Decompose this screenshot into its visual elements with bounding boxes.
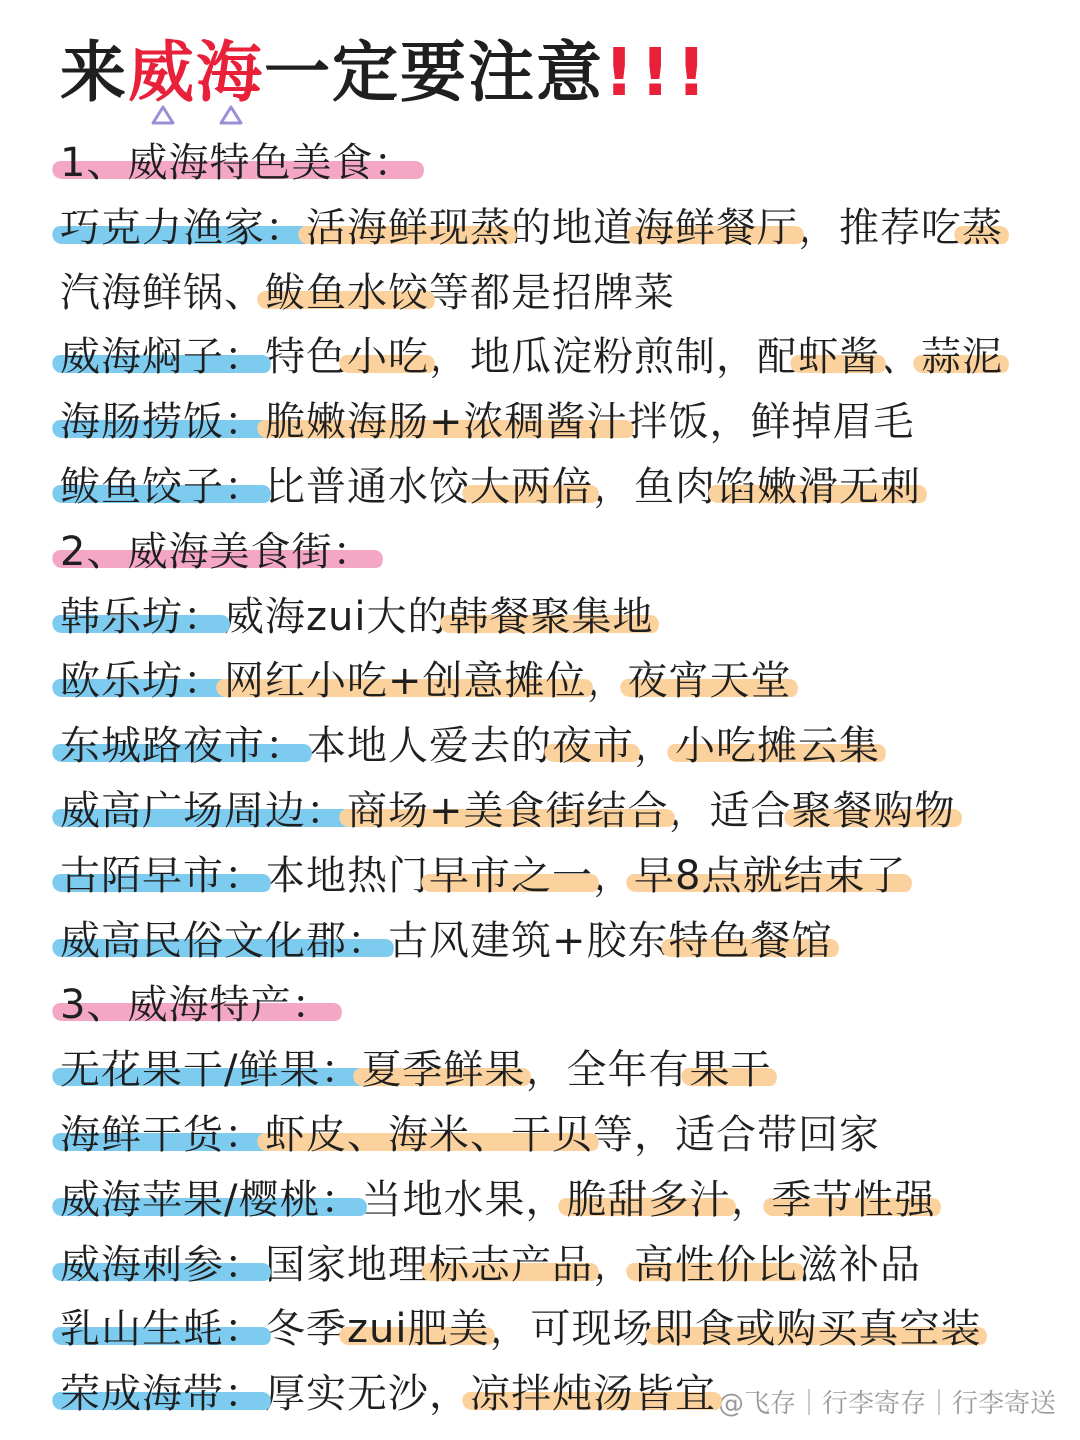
item-text: 本地人爱去的 bbox=[306, 723, 552, 769]
list-item bbox=[60, 1169, 935, 1231]
item-label: 韩乐坊： bbox=[60, 594, 224, 640]
highlighted-text: 蒸 bbox=[962, 205, 1003, 251]
item-text: ，推荐吃 bbox=[798, 205, 962, 251]
item-text: 、 bbox=[880, 334, 921, 380]
item-text: ，地瓜淀粉煎制，配 bbox=[429, 334, 798, 380]
list-item bbox=[60, 586, 653, 648]
highlighted-text: 脆甜多汁 bbox=[566, 1177, 731, 1223]
item-text: ， bbox=[586, 658, 628, 704]
list-item bbox=[60, 715, 880, 777]
item-label: 威高民俗文化郡： bbox=[60, 918, 388, 964]
highlighted-text: 蒜泥 bbox=[921, 334, 1003, 380]
item-text: ， bbox=[730, 1177, 772, 1223]
item-text: 古风建筑+胶东 bbox=[388, 918, 669, 964]
item-label: 鲅鱼饺子： bbox=[60, 464, 265, 510]
highlighted-text: 即食或购买真空装 bbox=[653, 1306, 982, 1352]
item-label: 威海焖子： bbox=[60, 334, 265, 380]
list-item bbox=[60, 326, 1003, 388]
highlighted-text: 聚餐购物 bbox=[791, 788, 956, 834]
highlighted-text: 大两倍 bbox=[470, 464, 593, 510]
highlighted-text: 早市之一 bbox=[429, 853, 593, 899]
list-item bbox=[60, 910, 833, 972]
item-label: 欧乐坊： bbox=[60, 658, 224, 704]
item-label: 荣成海带： bbox=[60, 1371, 265, 1417]
item-text: ， bbox=[634, 723, 675, 769]
highlighted-text: 商场+美食街结合 bbox=[347, 788, 669, 834]
item-label: 海鲜干货： bbox=[60, 1112, 265, 1158]
highlighted-text: 果干 bbox=[689, 1047, 772, 1093]
list-item bbox=[60, 391, 915, 453]
item-text: 特色 bbox=[265, 334, 347, 380]
section-heading-text: 1、威海特色美食： bbox=[60, 140, 415, 186]
item-label: 乳山生蚝： bbox=[60, 1306, 265, 1352]
highlighted-text: 脆嫩海肠+浓稠酱汁 bbox=[265, 399, 628, 445]
item-label: 东城路夜市： bbox=[60, 723, 306, 769]
item-text: 厚实无沙 bbox=[265, 1371, 429, 1417]
highlighted-text: 小吃摊云集 bbox=[675, 723, 880, 769]
item-text: 威海zui大的 bbox=[224, 594, 449, 640]
triangle-deco-icon bbox=[150, 104, 176, 126]
highlighted-text: 凉拌炖汤皆宜 bbox=[470, 1371, 716, 1417]
item-text: ， bbox=[593, 853, 634, 899]
section-heading-text: 3、威海特产： bbox=[60, 982, 333, 1028]
item-label: 威海苹果/樱桃： bbox=[60, 1177, 362, 1223]
triangle-deco-icon bbox=[218, 104, 244, 126]
section-heading-text: 2、威海美食街： bbox=[60, 529, 374, 575]
highlighted-text: 季节性强 bbox=[771, 1177, 936, 1223]
highlighted-text: 小吃 bbox=[347, 334, 429, 380]
highlighted-text: 虾酱 bbox=[798, 334, 880, 380]
title-exclaim: !!! bbox=[604, 34, 713, 111]
highlighted-text: 虾皮、海米、干贝 bbox=[265, 1112, 593, 1158]
title-part-3: 一定要注意 bbox=[264, 34, 604, 111]
item-text: 滋补品 bbox=[798, 1242, 921, 1288]
highlighted-text: 馅嫩滑无刺 bbox=[716, 464, 921, 510]
item-text: 冬季 bbox=[265, 1306, 347, 1352]
section-heading bbox=[60, 132, 414, 194]
highlighted-text: 高性价比 bbox=[634, 1242, 798, 1288]
item-text: 国家地理 bbox=[265, 1242, 429, 1288]
list-item-continuation bbox=[60, 262, 675, 324]
item-text: ，全年有 bbox=[525, 1047, 690, 1093]
title-part-2: 威海 bbox=[128, 34, 264, 111]
item-text: 当地水果， bbox=[361, 1177, 567, 1223]
section-heading bbox=[60, 521, 373, 583]
highlighted-text: 夏季鲜果 bbox=[361, 1047, 526, 1093]
item-text: ，适合 bbox=[668, 788, 792, 834]
highlighted-text: 夜市 bbox=[552, 723, 634, 769]
highlighted-text: 标志产品 bbox=[429, 1242, 593, 1288]
section-heading bbox=[60, 974, 332, 1036]
item-text: 等，适合带回家 bbox=[593, 1112, 880, 1158]
highlighted-text: 特色餐馆 bbox=[668, 918, 833, 964]
highlighted-text: 韩餐聚集地 bbox=[448, 594, 654, 640]
item-text: 拌饭，鲜掉眉毛 bbox=[627, 399, 915, 445]
list-item bbox=[60, 1363, 716, 1425]
highlighted-text: 早8点就结束了 bbox=[634, 853, 907, 899]
item-text: 比普通水饺 bbox=[265, 464, 470, 510]
highlighted-text: 海鲜餐厅 bbox=[634, 205, 798, 251]
highlighted-text: 鲅鱼水饺 bbox=[265, 270, 429, 316]
list-item bbox=[60, 780, 956, 842]
item-label: 威海刺参： bbox=[60, 1242, 265, 1288]
item-text: 的地道 bbox=[511, 205, 634, 251]
item-label: 无花果干/鲜果： bbox=[60, 1047, 362, 1093]
item-text: ， bbox=[593, 1242, 634, 1288]
list-item bbox=[60, 1298, 981, 1360]
watermark: @飞存｜行李寄存｜行李寄送 bbox=[717, 1389, 1056, 1419]
item-text: 等都是招牌菜 bbox=[429, 270, 675, 316]
highlighted-text: 活海鲜现蒸 bbox=[306, 205, 511, 251]
list-item bbox=[60, 197, 1003, 259]
highlighted-text: zui肥美 bbox=[347, 1306, 490, 1352]
title-part-1: 来 bbox=[60, 34, 128, 111]
item-text: ，鱼肉 bbox=[593, 464, 716, 510]
item-label: 威高广场周边： bbox=[60, 788, 347, 834]
list-item bbox=[60, 1039, 771, 1101]
item-text: 、 bbox=[224, 270, 265, 316]
list-item bbox=[60, 845, 906, 907]
list-item bbox=[60, 456, 921, 518]
highlighted-text: 网红小吃+创意摊位 bbox=[224, 658, 587, 704]
item-label: 海肠捞饭： bbox=[60, 399, 265, 445]
item-label: 巧克力渔家： bbox=[60, 205, 306, 251]
list-item bbox=[60, 650, 792, 712]
item-text: 汽海鲜锅 bbox=[60, 270, 224, 316]
highlighted-text: 夜宵天堂 bbox=[627, 658, 792, 704]
item-text: ，可现场 bbox=[489, 1306, 654, 1352]
list-item bbox=[60, 1104, 880, 1166]
item-label: 古陌早市： bbox=[60, 853, 265, 899]
item-text: 本地热门 bbox=[265, 853, 429, 899]
list-item bbox=[60, 1234, 921, 1296]
item-text: ， bbox=[429, 1371, 470, 1417]
